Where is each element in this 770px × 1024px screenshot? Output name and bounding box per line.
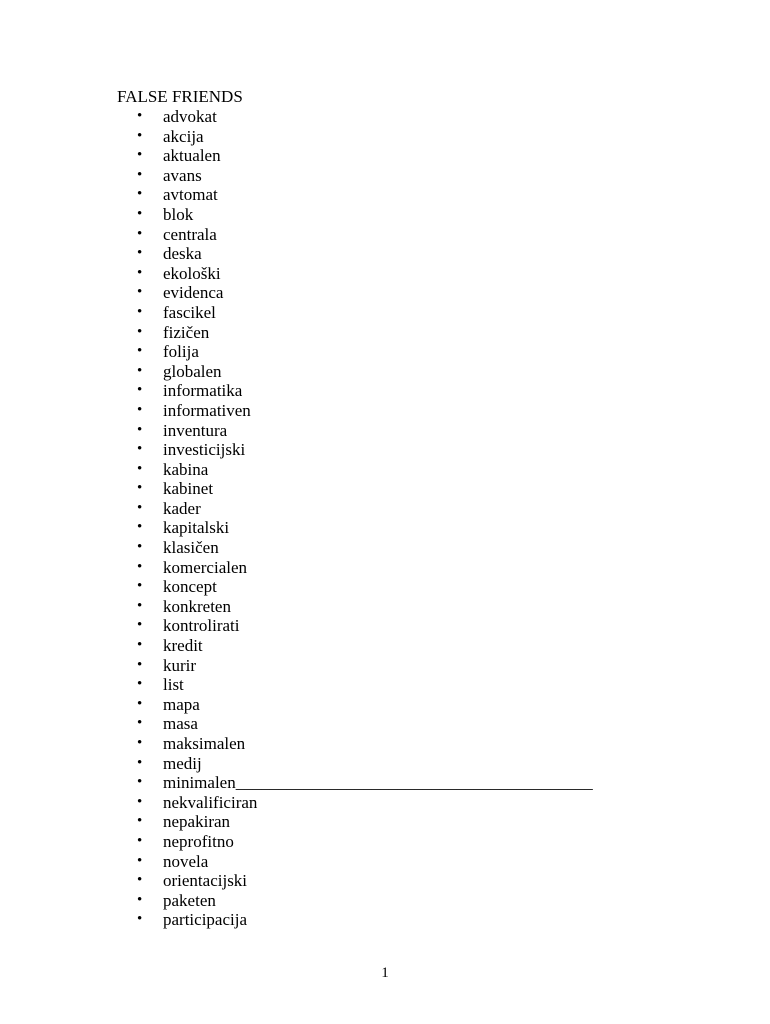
term-text: masa xyxy=(163,714,198,734)
term-text: akcija xyxy=(163,126,204,146)
term-text: centrala xyxy=(163,224,217,244)
term-text: medij xyxy=(163,753,202,773)
bullet-icon: • xyxy=(137,735,143,751)
bullet-icon: • xyxy=(137,578,143,595)
term-text: kader xyxy=(163,498,201,518)
term-text: fascikel xyxy=(163,302,216,322)
bullet-icon: • xyxy=(137,715,143,732)
bullet-icon: • xyxy=(137,362,143,379)
bullet-icon: • xyxy=(137,539,143,556)
bullet-icon: • xyxy=(137,147,143,164)
bullet-icon: • xyxy=(137,225,143,242)
term-text: kontrolirati xyxy=(163,616,240,636)
bullet-icon: • xyxy=(137,127,143,144)
bullet-icon: • xyxy=(137,597,143,614)
term-text: klasičen xyxy=(163,538,219,558)
page-number: 1 xyxy=(381,965,389,981)
term-text: paketen xyxy=(163,890,216,910)
bullet-icon: • xyxy=(137,754,143,771)
term-text: nekvalificiran xyxy=(163,792,258,812)
term-text: inventura xyxy=(163,420,228,440)
bullet-icon: • xyxy=(137,460,143,477)
bullet-icon: • xyxy=(137,676,143,693)
term-text: avans xyxy=(163,165,202,185)
term-text: orientacijski xyxy=(163,871,248,891)
term-text: informatika xyxy=(163,381,243,401)
term-text: nepakiran xyxy=(163,812,231,832)
term-text: deska xyxy=(163,244,202,264)
term-text: informativen xyxy=(163,400,251,420)
term-text: fizičen xyxy=(163,322,210,342)
bullet-icon: • xyxy=(137,245,143,262)
term-text: novela xyxy=(163,851,209,871)
term-text: neprofitno xyxy=(163,831,234,851)
term-text: investicijski xyxy=(163,440,246,460)
term-text: maksimalen xyxy=(163,734,246,753)
bullet-icon: • xyxy=(137,186,143,203)
term-text: kurir xyxy=(163,655,197,675)
bullet-icon: • xyxy=(137,284,143,301)
bullet-icon: • xyxy=(137,519,143,536)
bullet-icon: • xyxy=(137,499,143,516)
bullet-icon: • xyxy=(137,656,143,673)
bullet-icon: • xyxy=(137,401,143,418)
term-text: advokat xyxy=(163,107,217,126)
term-text: folija xyxy=(163,342,199,362)
bullet-icon: • xyxy=(137,774,143,791)
bullet-icon: • xyxy=(137,421,143,438)
term-text: kabina xyxy=(163,459,209,479)
term-text: kabinet xyxy=(163,479,214,499)
bullet-icon: • xyxy=(137,891,143,908)
bullet-icon: • xyxy=(137,480,143,497)
term-text: list xyxy=(163,675,184,695)
term-text: ekološki xyxy=(163,263,221,283)
term-text: blok xyxy=(163,204,194,224)
term-text: koncept xyxy=(163,577,217,597)
bullet-icon: • xyxy=(137,108,143,124)
bullet-icon: • xyxy=(137,303,143,320)
term-text: minimalen__________________________________________ xyxy=(163,773,593,793)
bullet-icon: • xyxy=(137,205,143,222)
term-text: mapa xyxy=(163,694,200,714)
bullet-icon: • xyxy=(137,813,143,830)
term-text: avtomat xyxy=(163,185,218,205)
bullet-icon: • xyxy=(137,872,143,889)
term-text: aktualen xyxy=(163,146,221,166)
term-text: komercialen xyxy=(163,557,248,577)
bullet-icon: • xyxy=(137,832,143,849)
bullet-icon: • xyxy=(137,793,143,810)
bullet-icon: • xyxy=(137,558,143,575)
term-text: kredit xyxy=(163,636,203,656)
bullet-icon: • xyxy=(137,911,143,928)
term-text: kapitalski xyxy=(163,518,230,538)
bullet-icon: • xyxy=(137,852,143,869)
bullet-icon: • xyxy=(137,264,143,281)
term-text: evidenca xyxy=(163,283,224,303)
bullet-icon: • xyxy=(137,637,143,654)
bullet-icon: • xyxy=(137,323,143,340)
term-text: participacija xyxy=(163,910,248,930)
document-title: FALSE FRIENDS xyxy=(117,87,243,106)
bullet-icon: • xyxy=(137,441,143,458)
bullet-icon: • xyxy=(137,695,143,712)
bullet-icon: • xyxy=(137,382,143,399)
bullet-icon: • xyxy=(137,617,143,634)
term-text: globalen xyxy=(163,361,222,381)
term-text: konkreten xyxy=(163,596,231,616)
bullet-icon: • xyxy=(137,343,143,360)
bullet-icon: • xyxy=(137,166,143,183)
